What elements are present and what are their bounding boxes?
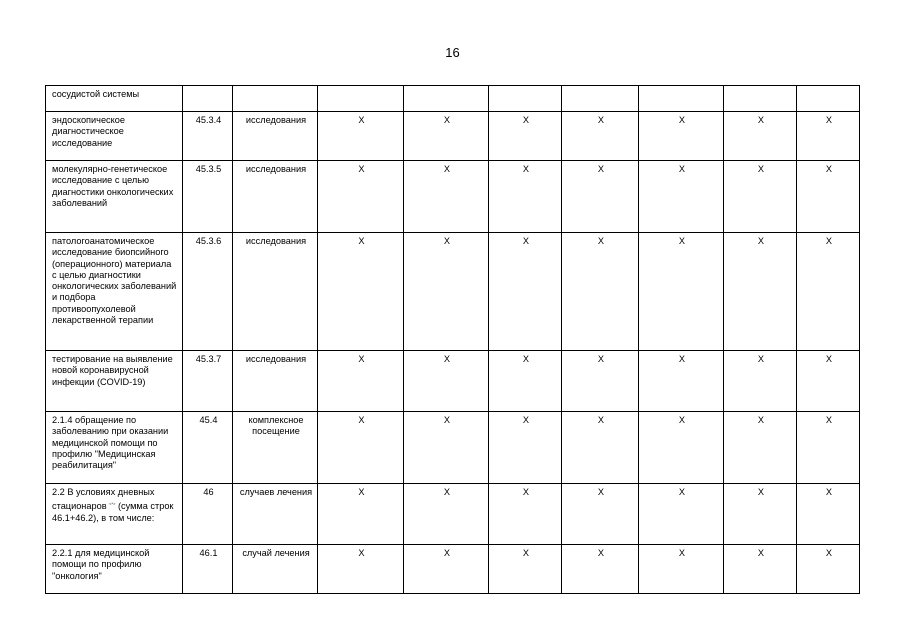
row-name: 2.2.1 для медицинской помощи по профилю "онкология" <box>46 545 183 594</box>
row-mark: X <box>639 112 724 161</box>
row-code: 45.3.4 <box>183 112 233 161</box>
row-mark: X <box>639 545 724 594</box>
row-mark: X <box>724 484 797 545</box>
row-unit: исследования <box>233 161 318 233</box>
table-row <box>46 351 860 412</box>
row-mark: X <box>318 412 404 484</box>
table-row <box>46 484 860 545</box>
row-mark: X <box>724 112 797 161</box>
table-row <box>46 161 860 233</box>
row-mark: X <box>797 351 860 412</box>
row-mark: X <box>404 545 489 594</box>
row-name: тестирование на выявление новой коронавирусной инфекции (COVID-19) <box>46 351 183 412</box>
row-unit: исследования <box>233 112 318 161</box>
table-row <box>46 412 860 484</box>
footnote-marker: <*> <box>109 501 116 507</box>
page-number: 16 <box>445 45 460 60</box>
row-unit: комплексное посещение <box>233 412 318 484</box>
row-code: 45.3.7 <box>183 351 233 412</box>
data-table <box>45 85 860 594</box>
row-mark: X <box>797 161 860 233</box>
row-mark: X <box>489 412 562 484</box>
table-row <box>46 86 860 112</box>
row-mark: X <box>489 351 562 412</box>
row-name: сосудистой системы <box>46 86 183 112</box>
row-mark <box>562 86 639 112</box>
row-mark: X <box>724 161 797 233</box>
row-code: 46.1 <box>183 545 233 594</box>
row-mark <box>639 86 724 112</box>
row-name-suffix: (сумма строк 46.1+46.2), в том числе: <box>52 501 174 523</box>
row-mark: X <box>562 112 639 161</box>
row-name: 2.1.4 обращение по заболеванию при оказании медицинской помощи по профилю "Медицинская реабилитация" <box>46 412 183 484</box>
row-mark: X <box>724 412 797 484</box>
row-mark <box>489 86 562 112</box>
row-mark: X <box>318 351 404 412</box>
row-code: 45.3.5 <box>183 161 233 233</box>
row-mark: X <box>318 484 404 545</box>
row-mark: X <box>404 351 489 412</box>
row-mark: X <box>404 233 489 351</box>
row-mark: X <box>489 545 562 594</box>
row-mark: X <box>404 412 489 484</box>
row-mark: X <box>562 351 639 412</box>
row-mark: X <box>724 233 797 351</box>
row-name: молекулярно-генетическое исследование с целью диагностики онкологических заболеваний <box>46 161 183 233</box>
row-mark: X <box>318 161 404 233</box>
row-mark: X <box>724 545 797 594</box>
row-mark: X <box>562 545 639 594</box>
row-mark <box>797 86 860 112</box>
row-mark: X <box>797 112 860 161</box>
row-name-prefix: 2.2 В условиях дневных стационаров <box>52 487 155 512</box>
row-unit: случай лечения <box>233 545 318 594</box>
table-row <box>46 233 860 351</box>
row-code <box>183 86 233 112</box>
row-mark: X <box>639 351 724 412</box>
row-mark: X <box>489 484 562 545</box>
row-mark: X <box>318 545 404 594</box>
row-mark: X <box>318 233 404 351</box>
row-mark: X <box>562 161 639 233</box>
row-mark: X <box>639 161 724 233</box>
row-name: эндоскопическое диагностическое исследование <box>46 112 183 161</box>
row-mark: X <box>489 112 562 161</box>
row-code: 46 <box>183 484 233 545</box>
row-mark: X <box>562 233 639 351</box>
row-name: патологоанатомическое исследование биопсийного (операционного) материала с целью диагностики онкологических заболеваний и подбора противоопухолевой лекарственной терапии <box>46 233 183 351</box>
row-mark <box>404 86 489 112</box>
row-mark: X <box>404 161 489 233</box>
row-mark: X <box>797 484 860 545</box>
row-mark: X <box>797 545 860 594</box>
row-mark: X <box>489 161 562 233</box>
row-mark: X <box>404 484 489 545</box>
row-code: 45.3.6 <box>183 233 233 351</box>
row-mark: X <box>639 484 724 545</box>
row-mark: X <box>489 233 562 351</box>
row-mark: X <box>562 484 639 545</box>
row-mark: X <box>797 412 860 484</box>
table-row <box>46 545 860 594</box>
row-name <box>46 484 183 545</box>
row-unit: исследования <box>233 351 318 412</box>
row-mark: X <box>639 412 724 484</box>
row-mark <box>724 86 797 112</box>
row-mark: X <box>724 351 797 412</box>
row-mark: X <box>318 112 404 161</box>
row-mark: X <box>404 112 489 161</box>
row-mark: X <box>797 233 860 351</box>
table-row <box>46 112 860 161</box>
row-mark <box>318 86 404 112</box>
row-code: 45.4 <box>183 412 233 484</box>
row-unit <box>233 86 318 112</box>
row-mark: X <box>562 412 639 484</box>
row-unit: исследования <box>233 233 318 351</box>
row-unit: случаев лечения <box>233 484 318 545</box>
row-mark: X <box>639 233 724 351</box>
